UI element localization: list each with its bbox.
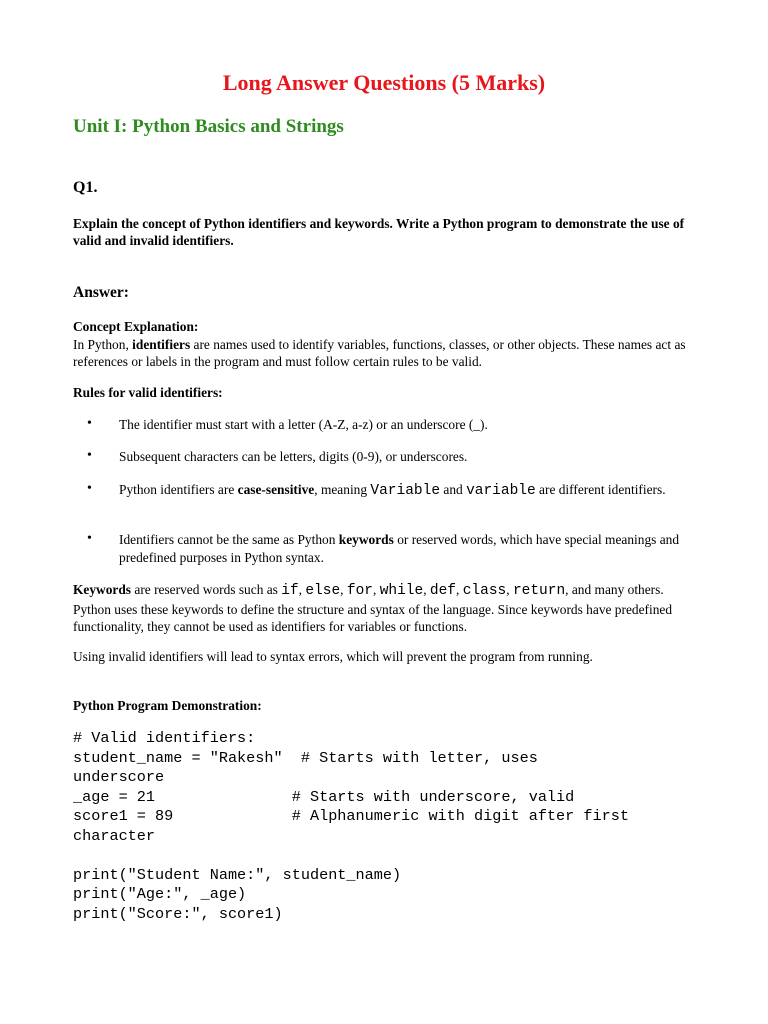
separator: ,: [372, 582, 380, 597]
bullet-icon: •: [87, 481, 92, 496]
keyword-code: def: [429, 583, 457, 599]
rule-item: [119, 531, 699, 566]
separator: ,: [423, 582, 430, 597]
bullet-icon: •: [87, 416, 92, 431]
rule-item: The identifier must start with a letter (A-Z, a-z) or an underscore (_).: [119, 417, 488, 432]
concept-heading: Concept Explanation:: [73, 319, 199, 334]
concept-text-start: In Python,: [73, 336, 133, 352]
rule-item: [119, 481, 699, 501]
code-block: # Valid identifiers: student_name = "Rakesh" # Starts with letter, uses underscore _age = 21 # Starts with underscore, valid score1 = 89 # Alphanumeric with digit after first character print("Student Name:", student_name) print("Age:", _age) print("Score:", score1): [73, 729, 629, 923]
keywords-term: Keywords: [73, 582, 132, 597]
question-number: Q1.: [73, 179, 98, 196]
keywords-paragraph: [73, 581, 703, 636]
separator: ,: [506, 582, 513, 597]
concept-text-end: are names used to identify variables, functions, classes, or other objects. These names act as references or labels in the program and must follow certain rules to be valid.: [73, 336, 686, 369]
program-heading-text: Python Program Demonstration:: [73, 698, 262, 713]
rule-emphasis: case-sensitive: [237, 482, 315, 497]
separator: ,: [456, 582, 463, 597]
keyword-code: return: [512, 583, 566, 599]
keyword-code: class: [462, 583, 507, 599]
rules-heading: [73, 384, 703, 402]
unit-heading: Unit I: Python Basics and Strings: [73, 116, 344, 137]
keyword-code: for: [346, 583, 373, 599]
program-heading: [73, 697, 703, 715]
keyword-code: while: [379, 583, 424, 599]
rule-text: Python identifiers are: [119, 482, 238, 497]
rule-text: are different identifiers.: [535, 482, 666, 497]
rule-emphasis: keywords: [338, 532, 394, 547]
rule-text: or reserved words, which have special meanings and predefined purposes in Python syntax.: [119, 532, 680, 565]
rule-text: Identifiers cannot be the same as Python: [119, 532, 339, 547]
question-text: Explain the concept of Python identifiers and keywords. Write a Python program to demonstrate the use of valid and invalid identifiers.: [73, 216, 685, 248]
answer-heading: Answer:: [73, 284, 129, 301]
invalid-identifiers-paragraph: Using invalid identifiers will lead to syntax errors, which will prevent the program from running.: [73, 649, 593, 664]
separator: ,: [298, 582, 306, 597]
code-term: variable: [466, 483, 536, 499]
page-title: Long Answer Questions (5 Marks): [222, 70, 546, 95]
bullet-icon: •: [87, 531, 92, 546]
code-term: Variable: [370, 483, 441, 499]
rule-item: Subsequent characters can be letters, digits (0-9), or underscores.: [119, 449, 468, 464]
rule-text: and: [440, 482, 467, 497]
bullet-icon: •: [87, 448, 92, 463]
separator: ,: [340, 582, 347, 597]
concept-term: identifiers: [132, 336, 191, 352]
keyword-code: if: [281, 583, 299, 599]
rules-heading-text: Rules for valid identifiers:: [73, 385, 223, 400]
concept-explanation: [73, 318, 703, 371]
keyword-code: else: [305, 583, 341, 599]
paragraph-text: are reserved words such as: [131, 582, 282, 597]
rule-text: , meaning: [314, 482, 371, 497]
paragraph-text: , and many others. Python uses these keywords to define the structure and syntax of the language. Since keywords have predefined functionality, they cannot be used as identifiers for variables or functions.: [73, 582, 673, 634]
